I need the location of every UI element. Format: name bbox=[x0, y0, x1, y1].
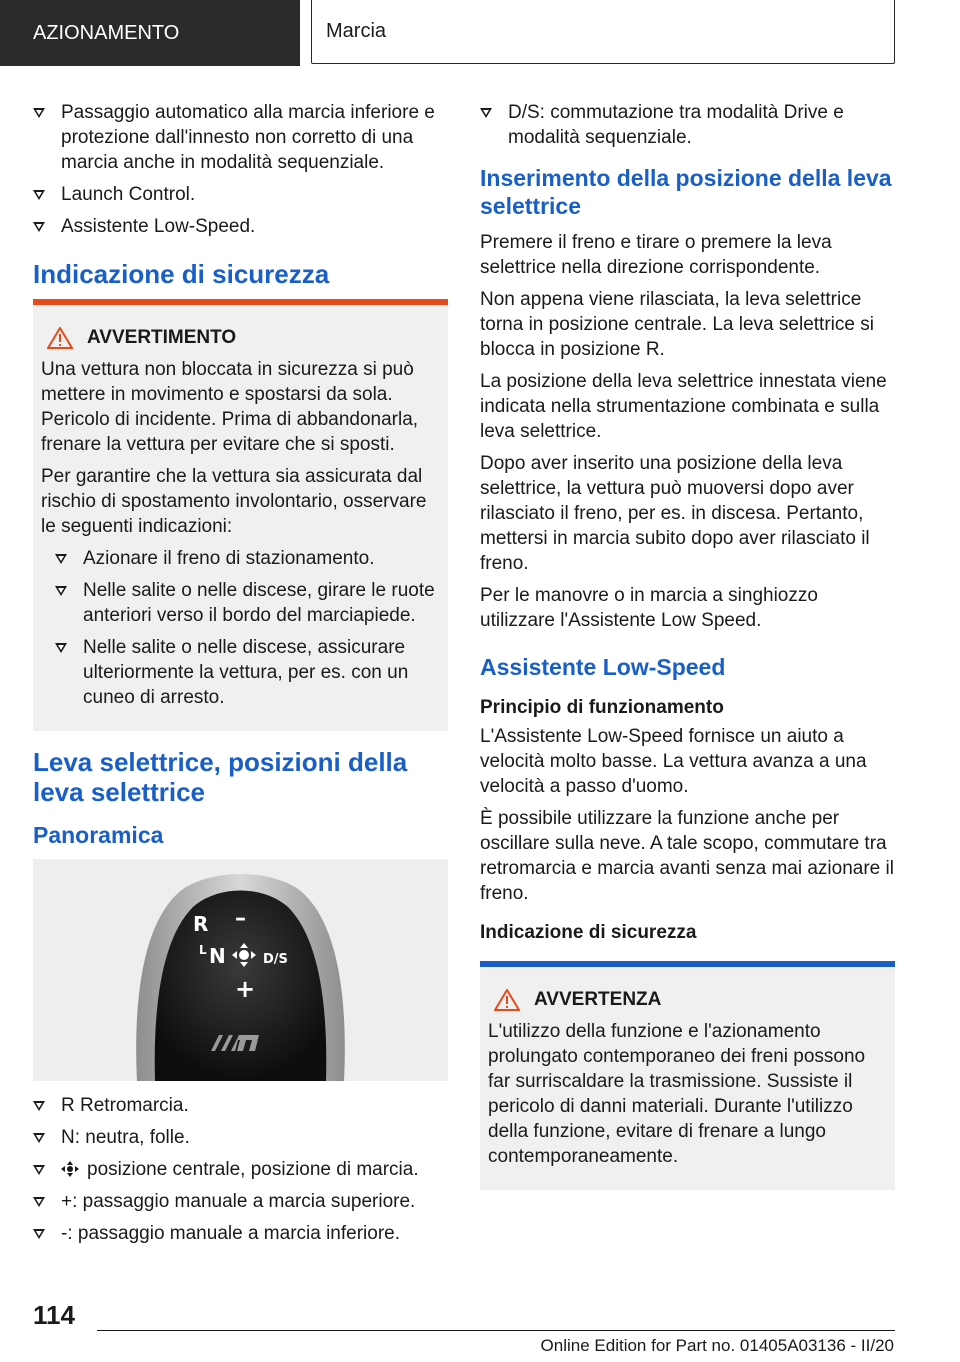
edition-note: Online Edition for Part no. 01405A03136 - II/20 bbox=[540, 1336, 894, 1355]
list-item: -: passaggio manuale a marcia inferiore. bbox=[33, 1221, 448, 1246]
warning-header bbox=[47, 327, 440, 349]
list-item: R Retromarcia. bbox=[33, 1093, 448, 1118]
section-title: AZIONAMENTO bbox=[33, 21, 180, 44]
list-item: Launch Control. bbox=[33, 182, 448, 207]
list-item: +: passaggio manuale a marcia superiore. bbox=[33, 1189, 448, 1214]
paragraph: Premere il freno e tirare o premere la leva selettrice nella direzione corrispondente. bbox=[480, 232, 832, 278]
header-section-tab bbox=[0, 0, 300, 66]
page-number: 114 bbox=[33, 1300, 75, 1330]
paragraph: L'Assistente Low-Speed fornisce un aiuto a velocità molto basse. La vettura avanza a una velocità a passo d'uomo. bbox=[480, 726, 867, 797]
gear-lever-illustration bbox=[33, 859, 448, 1081]
triangle-bullet-icon bbox=[33, 1229, 45, 1239]
position-list bbox=[33, 1093, 448, 1246]
triangle-bullet-icon bbox=[480, 108, 492, 118]
paragraph: È possibile utilizzare la funzione anche per oscillare sulla neve. A tale scopo, commutare tra retromarcia e marcia avanti senza mai azionare il freno. bbox=[480, 808, 894, 904]
left-column bbox=[33, 100, 448, 1253]
warning-list bbox=[55, 546, 440, 710]
safety-heading: Indicazione di sicurezza bbox=[33, 259, 330, 289]
warning-box bbox=[33, 299, 448, 731]
notice-header bbox=[494, 989, 887, 1011]
paragraph: La posizione della leva selettrice innestata viene indicata nella strumentazione combinata e sulla leva selettrice. bbox=[480, 371, 887, 442]
lever-label-n: N bbox=[209, 944, 226, 968]
paragraph: Non appena viene rilasciata, la leva selettrice torna in posizione centrale. La leva selettrice si blocca in posizione R. bbox=[480, 289, 874, 360]
list-item: Nelle salite o nelle discese, girare le ruote anteriori verso il bordo del marciapiede. bbox=[55, 578, 440, 628]
ds-list bbox=[480, 100, 895, 150]
right-column bbox=[480, 100, 895, 1204]
engage-heading: Inserimento della posizione della leva selettrice bbox=[480, 165, 892, 219]
intro-list bbox=[33, 100, 448, 239]
triangle-bullet-icon bbox=[33, 1101, 45, 1111]
lever-label-plus: + bbox=[235, 975, 256, 1003]
lever-label-ds: D/S bbox=[263, 952, 288, 967]
list-item: Assistente Low-Speed. bbox=[33, 214, 448, 239]
triangle-bullet-icon bbox=[33, 1197, 45, 1207]
list-item: Nelle salite o nelle discese, assicurare ulteriormente la vettura, per es. con un cuneo di arresto. bbox=[55, 635, 440, 710]
chapter-title: Marcia bbox=[326, 20, 387, 42]
triangle-bullet-icon bbox=[55, 586, 67, 596]
warning-text: Una vettura non bloccata in sicurezza si può mettere in movimento e spostarsi da sola. Pericolo di incidente. Prima di abbandonarla, frenare la vettura per evitare che si sposti. bbox=[41, 359, 419, 455]
list-item: N: neutra, folle. bbox=[33, 1125, 448, 1150]
lever-heading: Leva selettrice, posizioni della leva selettrice bbox=[33, 747, 408, 807]
lowspeed-heading: Assistente Low-Speed bbox=[480, 654, 726, 680]
warning-title: AVVERTIMENTO bbox=[87, 327, 237, 348]
triangle-bullet-icon bbox=[33, 190, 45, 200]
principle-heading: Principio di funzionamento bbox=[480, 697, 724, 718]
warning-text: Per garantire che la vettura sia assicurata dal rischio di spostamento involontario, osservare le seguenti indicazioni: bbox=[41, 466, 427, 537]
paragraph: Per le manovre o in marcia a singhiozzo utilizzare l'Assistente Low Speed. bbox=[480, 585, 818, 631]
gear-lever-figure bbox=[33, 859, 448, 1081]
lever-label-minus: – bbox=[235, 906, 246, 931]
notice-text: L'utilizzo della funzione e l'azionamento prolungato contemporaneo dei freni possono far surriscaldare la trasmissione. Sussiste il pericolo di danni materiali. Durante l'utilizzo della funzione, evitare di frenare a lungo contemporaneamente. bbox=[488, 1021, 866, 1167]
list-item: posizione centrale, posizione di marcia. bbox=[33, 1157, 448, 1182]
triangle-bullet-icon bbox=[33, 1133, 45, 1143]
list-item: Passaggio automatico alla marcia inferiore e protezione dall'innesto non corretto di una marcia anche in modalità sequenziale. bbox=[33, 100, 448, 175]
triangle-bullet-icon bbox=[55, 643, 67, 653]
triangle-bullet-icon bbox=[55, 554, 67, 564]
center-position-icon bbox=[61, 1161, 79, 1177]
triangle-bullet-icon bbox=[33, 222, 45, 232]
triangle-bullet-icon bbox=[33, 1165, 45, 1175]
safety-subheading: Indicazione di sicurezza bbox=[480, 922, 697, 943]
overview-heading: Panoramica bbox=[33, 822, 164, 848]
footer-divider bbox=[97, 1330, 895, 1331]
warning-triangle-icon bbox=[494, 989, 520, 1011]
notice-box bbox=[480, 961, 895, 1190]
warning-triangle-icon bbox=[47, 327, 73, 349]
notice-title: AVVERTENZA bbox=[534, 989, 662, 1010]
list-item: D/S: commutazione tra modalità Drive e modalità sequenziale. bbox=[480, 100, 895, 150]
lever-label-r: R bbox=[193, 912, 209, 936]
lever-label-l: L bbox=[199, 943, 207, 957]
paragraph: Dopo aver inserito una posizione della leva selettrice, la vettura può muoversi dopo aver rilasciato il freno, per es. in discesa. Pertanto, mettersi in marcia subito dopo aver rilasciato il freno. bbox=[480, 453, 870, 574]
header-chapter-tab bbox=[311, 0, 895, 64]
triangle-bullet-icon bbox=[33, 108, 45, 118]
list-item: Azionare il freno di stazionamento. bbox=[55, 546, 440, 571]
